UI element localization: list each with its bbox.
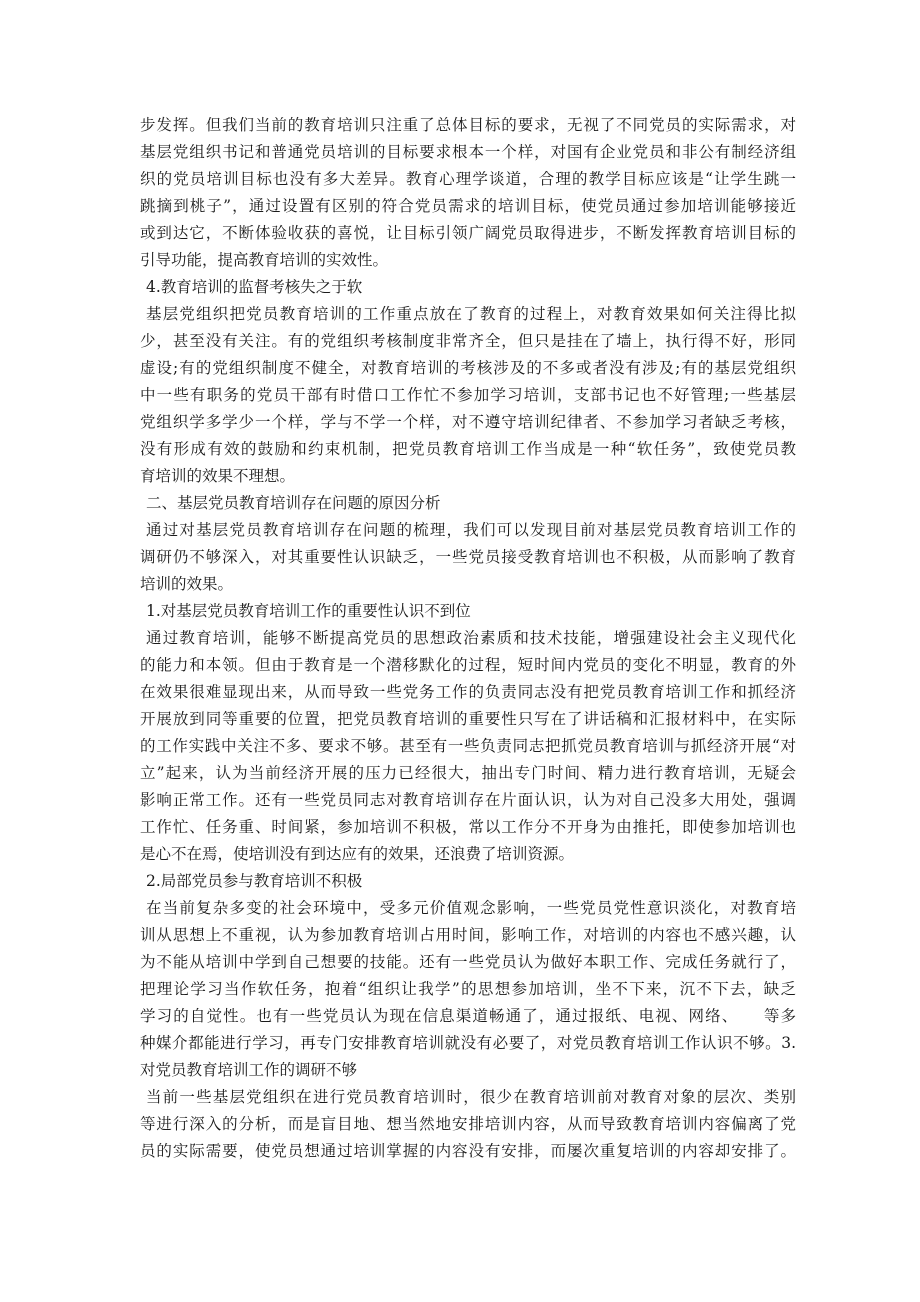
text-line: 影响正常工作。还有一些党员同志对教育培训存在片面认识，认为对自己没多大用处，强调	[140, 791, 796, 809]
section-heading: 对党员教育培训工作的调研不够	[140, 1061, 358, 1079]
text-line: 没有形成有效的鼓励和约束机制，把党员教育培训工作当成是一种“软任务”，致使党员教	[140, 440, 796, 458]
text-line: 立”起来，认为当前经济开展的压力已经很大，抽出专门时间、精力进行教育培训，无疑会	[140, 764, 796, 782]
text-line: 引导功能，提高教育培训的实效性。	[140, 251, 389, 269]
text-line: 调研仍不够深入，对其重要性认识缺乏，一些党员接受教育培训也不积极，从而影响了教育	[140, 548, 796, 566]
text-line: 在效果很难显现出来，从而导致一些党务工作的负责同志没有把党员教育培训工作和抓经济	[140, 683, 796, 701]
text-line: 是心不在焉，使培训没有到达应有的效果，还浪费了培训资源。	[140, 845, 575, 863]
text-line: 基层党组织把党员教育培训的工作重点放在了教育的过程上，对教育效果如何关注得比拟	[146, 305, 796, 323]
section-heading: 1.对基层党员教育培训工作的重要性认识不到位	[146, 602, 471, 620]
document-page	[140, 112, 796, 1165]
text-line: 开展放到同等重要的位置，把党员教育培训的重要性只写在了讲话稿和汇报材料中，在实际	[140, 710, 796, 728]
text-line: 通过对基层党员教育培训存在问题的梳理，我们可以发现目前对基层党员教育培训工作的	[146, 521, 796, 539]
text-line: 把理论学习当作软任务，抱着“组织让我学”的思想参加培训，坐不下来，沉不下去，缺乏	[140, 980, 796, 998]
text-line: 党组织学多学少一个样，学与不学一个样，对不遵守培训纪律者、不参加学习者缺乏考核，	[140, 413, 796, 431]
text-line: 育培训的效果不理想。	[140, 467, 296, 485]
text-line: 工作忙、任务重、时间紧，参加培训不积极，常以工作分不开身为由推托，即使参加培训也	[140, 818, 796, 836]
text-line: 中一些有职务的党员干部有时借口工作忙不参加学习培训，支部书记也不好管理;一些基层	[140, 386, 796, 404]
text-line: 学习的自觉性。也有一些党员认为现在信息渠道畅通了，通过报纸、电视、网络、 等多	[140, 1007, 796, 1025]
text-line: 员的实际需要，使党员想通过培训掌握的内容没有安排，而屡次重复培训的内容却安排了。	[140, 1142, 796, 1160]
text-line: 训从思想上不重视，认为参加教育培训占用时间，影响工作，对培训的内容也不感兴趣，认	[140, 926, 796, 944]
text-line: 虚设;有的党组织制度不健全，对教育培训的考核涉及的不多或者没有涉及;有的基层党组织	[140, 359, 796, 377]
text-line: 步发挥。但我们当前的教育培训只注重了总体目标的要求，无视了不同党员的实际需求，对	[140, 116, 796, 134]
section-heading: 2.局部党员参与教育培训不积极	[146, 872, 363, 890]
text-line: 等进行深入的分析，而是盲目地、想当然地安排培训内容，从而导致教育培训内容偏离了党	[140, 1115, 796, 1133]
text-line: 基层党组织书记和普通党员培训的目标要求根本一个样，对国有企业党员和非公有制经济组	[140, 143, 796, 161]
text-line: 当前一些基层党组织在进行党员教育培训时，很少在教育培训前对教育对象的层次、类别	[146, 1088, 796, 1106]
text-line: 跳摘到桃子”，通过设置有区别的符合党员需求的培训目标，使党员通过参加培训能够接近	[140, 197, 796, 215]
text-line: 为不能从培训中学到自己想要的技能。还有一些党员认为做好本职工作、完成任务就行了，	[140, 953, 796, 971]
text-line: 培训的效果。	[140, 575, 234, 593]
text-line: 的工作实践中关注不多、要求不够。甚至有一些负责同志把抓党员教育培训与抓经济开展“对	[140, 737, 796, 755]
text-line: 或到达它，不断体验收获的喜悦，让目标引领广阔党员取得进步，不断发挥教育培训目标的	[140, 224, 796, 242]
text-line: 通过教育培训，能够不断提高党员的思想政治素质和技术技能，增强建设社会主义现代化	[146, 629, 796, 647]
text-line: 的能力和本领。但由于教育是一个潜移默化的过程，短时间内党员的变化不明显，教育的外	[140, 656, 796, 674]
text-line: 少，甚至没有关注。有的党组织考核制度非常齐全，但只是挂在了墙上，执行得不好，形同	[140, 332, 796, 350]
text-line: 种媒介都能进行学习，再专门安排教育培训就没有必要了，对党员教育培训工作认识不够。3.	[140, 1034, 796, 1052]
section-heading: 4.教育培训的监督考核失之于软	[146, 278, 363, 296]
text-line: 在当前复杂多变的社会环境中，受多元价值观念影响，一些党员党性意识淡化，对教育培	[146, 899, 796, 917]
section-heading: 二、基层党员教育培训存在问题的原因分析	[146, 494, 441, 512]
text-line: 织的党员培训目标也没有多大差异。教育心理学谈道，合理的教学目标应该是“让学生跳一	[140, 170, 796, 188]
